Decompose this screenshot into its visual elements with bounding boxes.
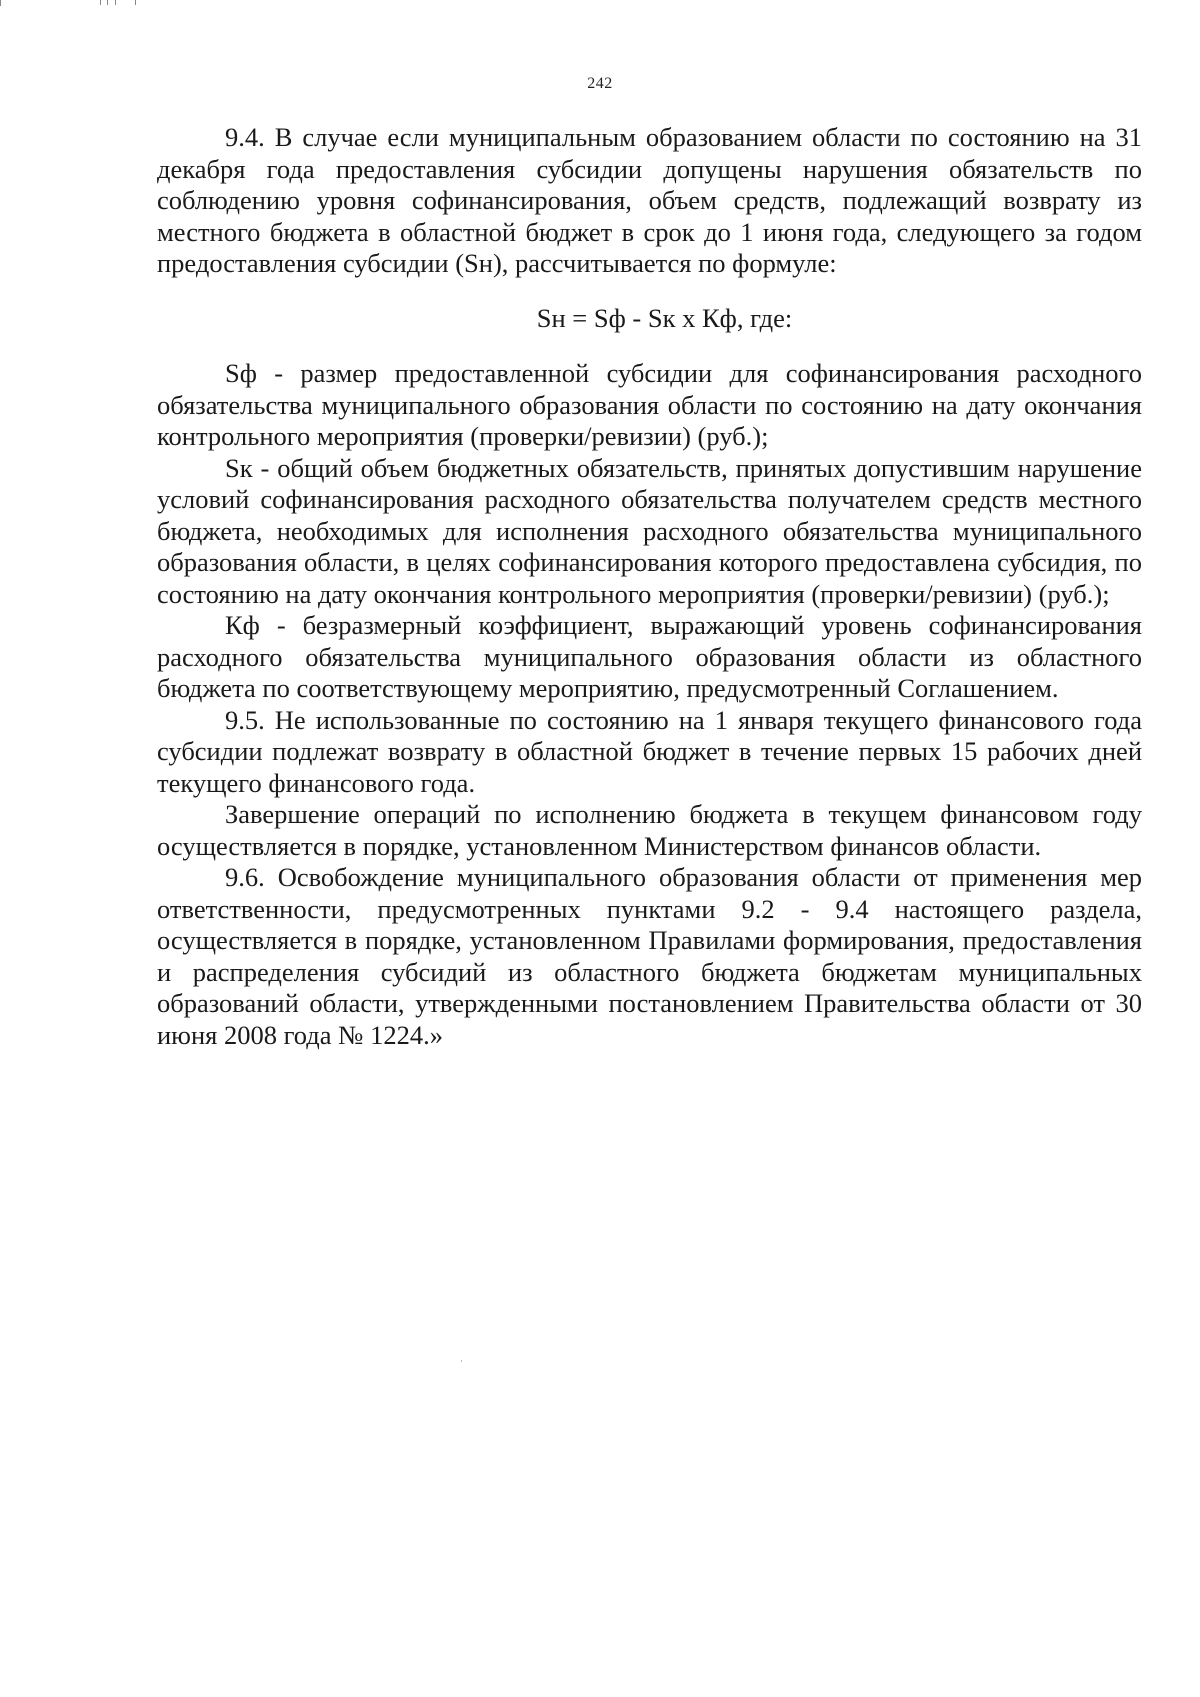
page-number: 242 bbox=[587, 75, 613, 92]
definition-sf: Sф - размер предоставленной субсидии для софинансирования расходного обязательства муниципального образования области по состоянию на дату окончания контрольного мероприятия (проверки/ревизии) (руб.); bbox=[157, 358, 1142, 451]
paragraph-budget-completion: Завершение операций по исполнению бюджета в текущем финансовом году осуществляется в порядке, установленном Министерством финансов области. bbox=[157, 799, 1142, 861]
definition-sk: Sк - общий объем бюджетных обязательств, принятых допустившим нарушение условий софинансирования расходного обязательства получателем средств местного бюджета, необходимых для исполнения расходного обязательства муниципального образования области, в целях софинансирования которого предоставлена субсидия, по состоянию на дату окончания контрольного мероприятия (проверки/ревизии) (руб.); bbox=[157, 452, 1142, 609]
paragraph-9-6: 9.6. Освобождение муниципального образования области от применения мер ответственности, предусмотренных пунктами 9.2 - 9.4 настоящего раздела, осуществляется в порядке, установленном Правилами формирования, предоставления и распределения субсидий из областного бюджета бюджетам муниципальных образований области, утвержденными постановлением Правительства области от 30 июня 2008 года № 1224.» bbox=[157, 862, 1142, 1050]
document-body bbox=[157, 122, 1142, 1051]
definition-kf: Кф - безразмерный коэффициент, выражающий уровень софинансирования расходного обязательства муниципального образования области из областного бюджета по соответствующему мероприятию, предусмотренный Соглашением. bbox=[157, 610, 1142, 703]
paragraph-9-5: 9.5. Не использованные по состоянию на 1 января текущего финансового года субсидии подлежат возврату в областной бюджет в течение первых 15 рабочих дней текущего финансового года. bbox=[157, 704, 1142, 798]
formula: Sн = Sф - Sк х Кф, где: bbox=[536, 302, 793, 333]
scan-speck bbox=[461, 1360, 462, 1362]
paragraph-9-4: 9.4. В случае если муниципальным образованием области по состоянию на 31 декабря года предоставления субсидии допущены нарушения обязательств по соблюдению уровня софинансирования, объем средств, подлежащий возврату из местного бюджета в областной бюджет в срок до 1 июня года, следующего за годом предоставления субсидии (Sн), рассчитывается по формуле: bbox=[157, 122, 1142, 278]
scan-edge-marks bbox=[0, 0, 140, 8]
